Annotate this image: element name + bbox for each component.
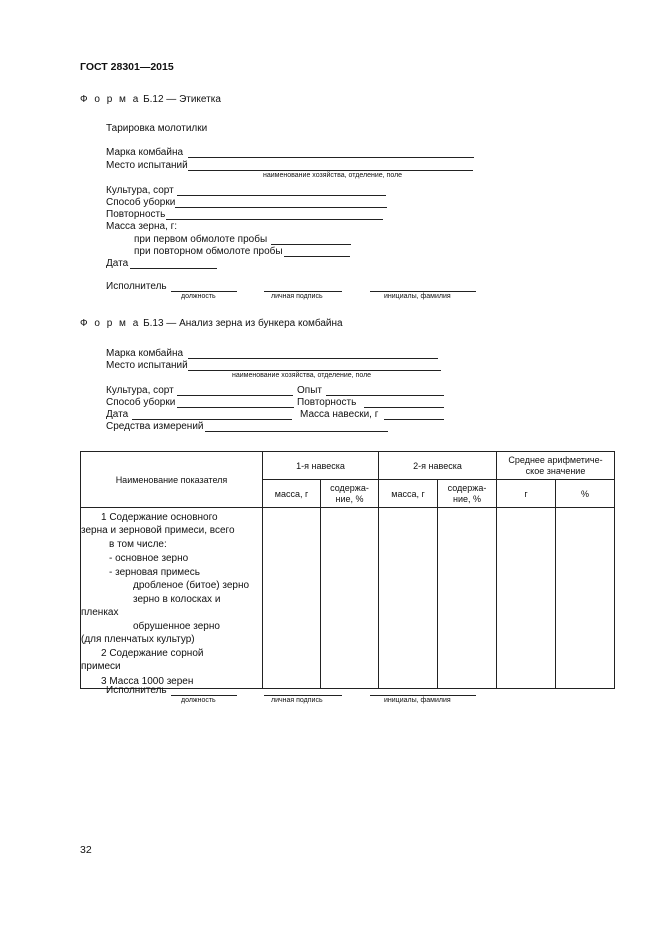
form-13-method-line[interactable]	[177, 407, 294, 408]
table-data-cell[interactable]	[497, 508, 556, 689]
form-13-place-caption: наименование хозяйства, отделение, поле	[232, 372, 372, 379]
table-sub-content-1-line1: содержа-	[330, 482, 369, 493]
table-sub-pct	[556, 480, 615, 508]
form-12-heading: Тарировка молотилки	[106, 123, 208, 134]
document-id: ГОСТ 28301—2015	[80, 61, 174, 73]
form-13-experiment-label: Опыт	[297, 385, 322, 396]
table-row-text: - основное зерно	[109, 553, 189, 564]
form-13-title-rest: Б.13 — Анализ зерна из бункера комбайна	[143, 318, 343, 329]
sign-1-label: Исполнитель	[106, 281, 167, 292]
form-13-repeat-label: Повторность	[297, 397, 357, 408]
table-row-text: обрушенное зерно	[133, 621, 220, 632]
table-col-name-header	[81, 452, 263, 508]
form-13-culture-label: Культура, сорт	[106, 385, 174, 396]
form-12-title	[80, 94, 221, 105]
table-row-text: зерна и зерновой примеси, всего	[81, 525, 235, 536]
page-number: 32	[80, 844, 92, 856]
form-13-experiment-line[interactable]	[326, 395, 444, 396]
form-13-title	[80, 318, 343, 329]
form-12-brand-line[interactable]	[188, 157, 474, 158]
table-data-cell[interactable]	[321, 508, 379, 689]
sign-2-initials-caption: инициалы, фамилия	[384, 697, 451, 704]
table-row-text: примеси	[81, 661, 121, 672]
table-row-text: 1 Содержание основного	[101, 512, 218, 523]
table-group-1-header	[263, 452, 379, 480]
table-sub-content-2-line2: ние, %	[452, 493, 481, 504]
form-12-place-label: Место испытаний	[106, 160, 188, 171]
table-sub-content-1	[321, 480, 379, 508]
form-12-second-label: при повторном обмолоте пробы	[134, 246, 283, 257]
table-data-cell[interactable]	[556, 508, 615, 689]
table-sub-content-1-line2: ние, %	[335, 493, 364, 504]
form-12-title-rest: Б.12 — Этикетка	[143, 94, 221, 105]
table-row-text: (для пленчатых культур)	[81, 634, 195, 645]
table-body-row	[81, 508, 615, 689]
table-row-text: - зерновая примесь	[109, 567, 200, 578]
table-sub-mass-2-label: масса, г	[391, 488, 425, 499]
form-13-instruments-line[interactable]	[205, 431, 388, 432]
form-12-place-caption: наименование хозяйства, отделение, поле	[263, 172, 403, 179]
table-data-cell[interactable]	[263, 508, 321, 689]
sign-2-initials-line[interactable]	[370, 695, 476, 696]
form-12-date-label: Дата	[106, 258, 129, 269]
table-sub-content-2	[438, 480, 497, 508]
table-sub-pct-label: %	[581, 488, 590, 499]
form-13-sample-mass-label: Масса навески, г	[300, 409, 379, 420]
form-12-method-label: Способ уборки	[106, 197, 176, 208]
table-group-2-label: 2-я навеска	[413, 460, 462, 471]
sign-2-position-caption: должность	[181, 697, 216, 704]
form-13-title-prefix: Ф о р м а	[80, 318, 141, 329]
table-group-1-label: 1-я навеска	[296, 460, 345, 471]
form-13-date-line[interactable]	[132, 419, 292, 420]
form-13-instruments-label: Средства измерений	[106, 421, 204, 432]
table-group-3-header	[497, 452, 615, 480]
table-header-row-1	[81, 452, 615, 480]
form-12-repeat-line[interactable]	[166, 219, 383, 220]
form-13-sample-mass-line[interactable]	[384, 419, 444, 420]
sign-1-signature-caption: личная подпись	[271, 293, 323, 300]
table-sub-g-label: г	[524, 488, 528, 499]
table-row-text: 3 Масса 1000 зерен	[101, 676, 194, 687]
table-sub-g	[497, 480, 556, 508]
form-12-title-prefix: Ф о р м а	[80, 94, 141, 105]
form-12-first-line[interactable]	[271, 244, 351, 245]
form-13-culture-line[interactable]	[177, 395, 293, 396]
sign-1-initials-line[interactable]	[370, 291, 476, 292]
form-12-brand-label: Марка комбайна	[106, 147, 184, 158]
form-13-place-label: Место испытаний	[106, 360, 188, 371]
form-13-repeat-line[interactable]	[364, 407, 444, 408]
table-col-name-label: Наименование показателя	[115, 474, 228, 485]
form-13-brand-line[interactable]	[188, 358, 438, 359]
table-row-text: дробленое (битое) зерно	[133, 580, 250, 591]
table-indicator-cell	[81, 508, 263, 689]
table-group-3-label-line2: ское значение	[525, 465, 586, 476]
form-13-place-line[interactable]	[188, 370, 441, 371]
analysis-table	[80, 451, 615, 689]
sign-2-label: Исполнитель	[106, 685, 167, 696]
sign-1-signature-line[interactable]	[264, 291, 342, 292]
table-sub-mass-1-label: масса, г	[274, 488, 309, 499]
table-data-cell[interactable]	[438, 508, 497, 689]
form-12-culture-line[interactable]	[177, 195, 386, 196]
form-12-culture-label: Культура, сорт	[106, 185, 174, 196]
table-row-text: зерно в колосках и	[133, 594, 221, 605]
form-12-method-line[interactable]	[175, 207, 387, 208]
sign-1-position-caption: должность	[181, 293, 216, 300]
table-row-text: 2 Содержание сорной	[101, 648, 204, 659]
table-data-cell[interactable]	[379, 508, 438, 689]
table-group-3-label-line1: Среднее арифметиче-	[508, 454, 603, 465]
table-sub-mass-1	[263, 480, 321, 508]
form-13-method-label: Способ уборки	[106, 397, 176, 408]
form-13-date-label: Дата	[106, 409, 129, 420]
table-sub-mass-2	[379, 480, 438, 508]
form-12-mass-label: Масса зерна, г:	[106, 221, 178, 232]
table-group-2-header	[379, 452, 497, 480]
table-row-text: пленках	[81, 607, 119, 618]
table-row-text: в том числе:	[109, 539, 167, 550]
form-12-repeat-label: Повторность	[106, 209, 166, 220]
form-12-second-line[interactable]	[284, 256, 350, 257]
form-12-first-label: при первом обмолоте пробы	[134, 234, 268, 245]
form-12-date-line[interactable]	[130, 268, 217, 269]
table-sub-content-2-line1: содержа-	[447, 482, 487, 493]
sign-2-signature-line[interactable]	[264, 695, 342, 696]
sign-1-position-line[interactable]	[171, 291, 237, 292]
form-12-place-line[interactable]	[188, 170, 473, 171]
sign-2-signature-caption: личная подпись	[271, 697, 323, 704]
sign-1-initials-caption: инициалы, фамилия	[384, 293, 451, 300]
form-13-brand-label: Марка комбайна	[106, 348, 184, 359]
sign-2-position-line[interactable]	[171, 695, 237, 696]
